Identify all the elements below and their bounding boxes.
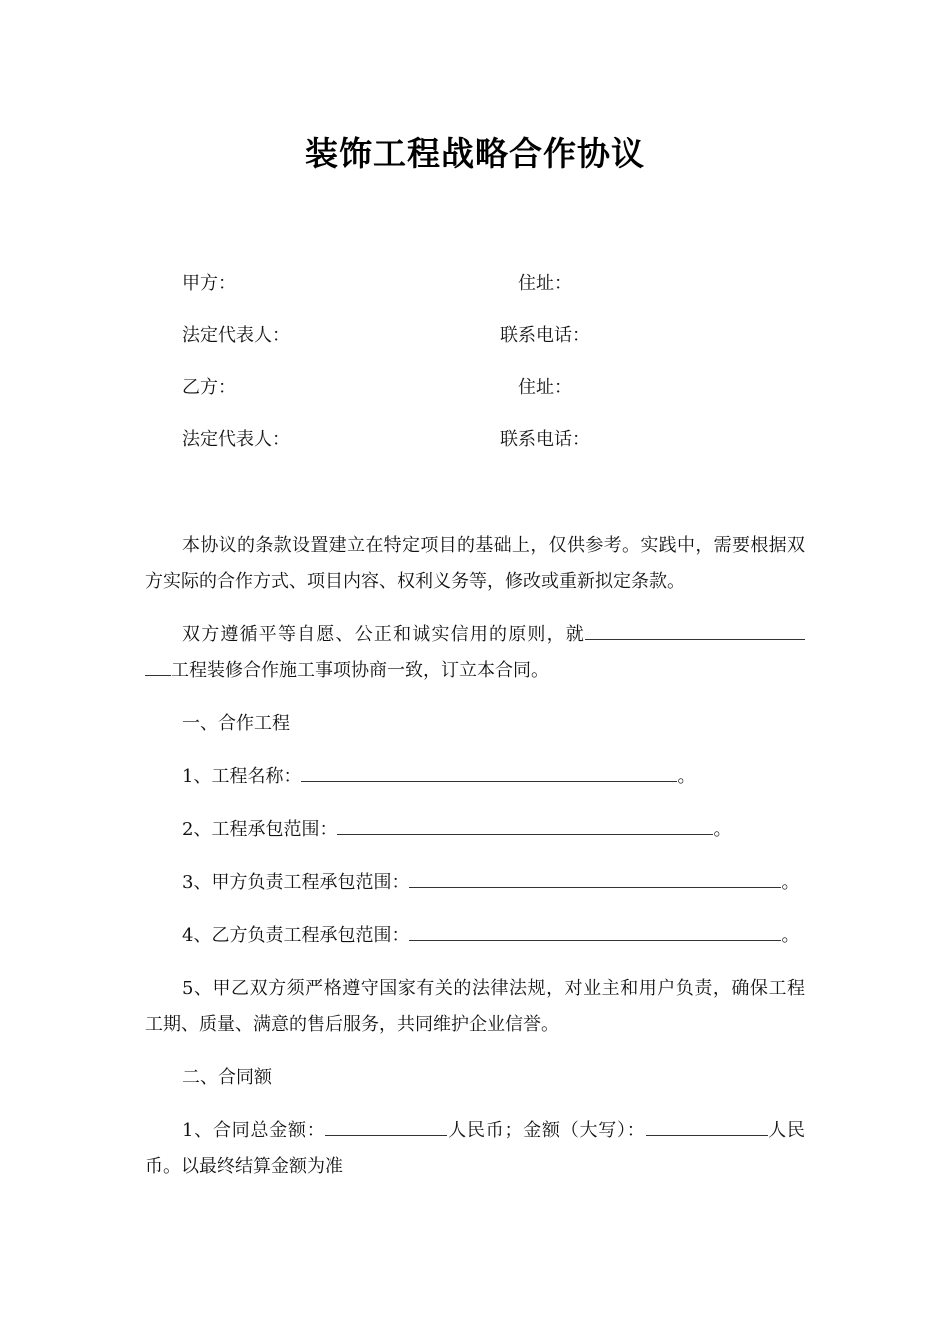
s1-item-3-label: 3、甲方负责工程承包范围： <box>182 872 410 893</box>
s1-item-4-label: 4、乙方负责工程承包范围： <box>182 925 410 946</box>
document-title: 装饰工程战略合作协议 <box>305 134 645 173</box>
s1-item-1-label: 1、工程名称： <box>182 766 302 787</box>
s1-item-3-period: 。 <box>781 872 800 893</box>
s1-item-1 <box>145 759 805 795</box>
s1-item-5: 5、甲乙双方须严格遵守国家有关的法律法规，对业主和用户负责，确保工程工期、质量、满意的售后服务，共同维护企业信誉。 <box>145 978 805 1035</box>
party-b-label: 乙方： <box>182 377 236 398</box>
party-row-a <box>182 268 832 320</box>
party-b-phone-label: 联系电话： <box>500 429 590 450</box>
party-a-phone-label: 联系电话： <box>500 325 590 346</box>
intro-note-paragraph: 本协议的条款设置建立在特定项目的基础上，仅供参考。实践中，需要根据双方实际的合作方式、项目内容、权利义务等，修改或重新拟定条款。 <box>145 535 805 592</box>
project-name-blank-continued[interactable] <box>145 653 171 676</box>
party-a-scope-field[interactable] <box>409 865 781 888</box>
party-row-a-rep <box>182 320 832 372</box>
party-info-block <box>182 268 832 476</box>
project-name-field[interactable] <box>301 759 677 782</box>
section-1-title: 一、合作工程 <box>182 713 290 734</box>
s1-item-2-label: 2、工程承包范围： <box>182 819 338 840</box>
agreement-body <box>145 528 805 1202</box>
s2-item-1-text-c: 人民币。以最终结算金额为准 <box>145 1120 806 1177</box>
section-2-title: 二、合同额 <box>182 1067 272 1088</box>
party-a-label: 甲方： <box>182 273 236 294</box>
s2-item-1-text-a: 1、合同总金额： <box>182 1120 326 1141</box>
s1-item-2 <box>145 812 805 848</box>
party-b-address-label: 住址： <box>518 377 572 398</box>
amount-in-words-field[interactable] <box>646 1113 768 1136</box>
s2-item-1 <box>145 1113 805 1185</box>
intro-principle-paragraph <box>145 617 805 689</box>
total-amount-field[interactable] <box>325 1113 447 1136</box>
party-a-representative-label: 法定代表人： <box>182 325 290 346</box>
intro-principle-text-b: 工程装修合作施工事项协商一致，订立本合同。 <box>171 660 549 681</box>
s1-item-4-period: 。 <box>781 925 800 946</box>
contract-scope-field[interactable] <box>337 812 713 835</box>
party-row-b-rep <box>182 424 832 476</box>
s1-item-3 <box>145 865 805 901</box>
party-b-representative-label: 法定代表人： <box>182 429 290 450</box>
s2-item-1-text-b: 人民币；金额（大写）： <box>447 1120 646 1141</box>
party-row-b <box>182 372 832 424</box>
s1-item-1-period: 。 <box>677 766 696 787</box>
s1-item-4 <box>145 918 805 954</box>
project-name-blank[interactable] <box>585 617 805 640</box>
party-b-scope-field[interactable] <box>409 918 781 941</box>
s1-item-2-period: 。 <box>713 819 732 840</box>
intro-principle-text-a: 双方遵循平等自愿、公正和诚实信用的原则，就 <box>182 624 585 645</box>
party-a-address-label: 住址： <box>518 273 572 294</box>
